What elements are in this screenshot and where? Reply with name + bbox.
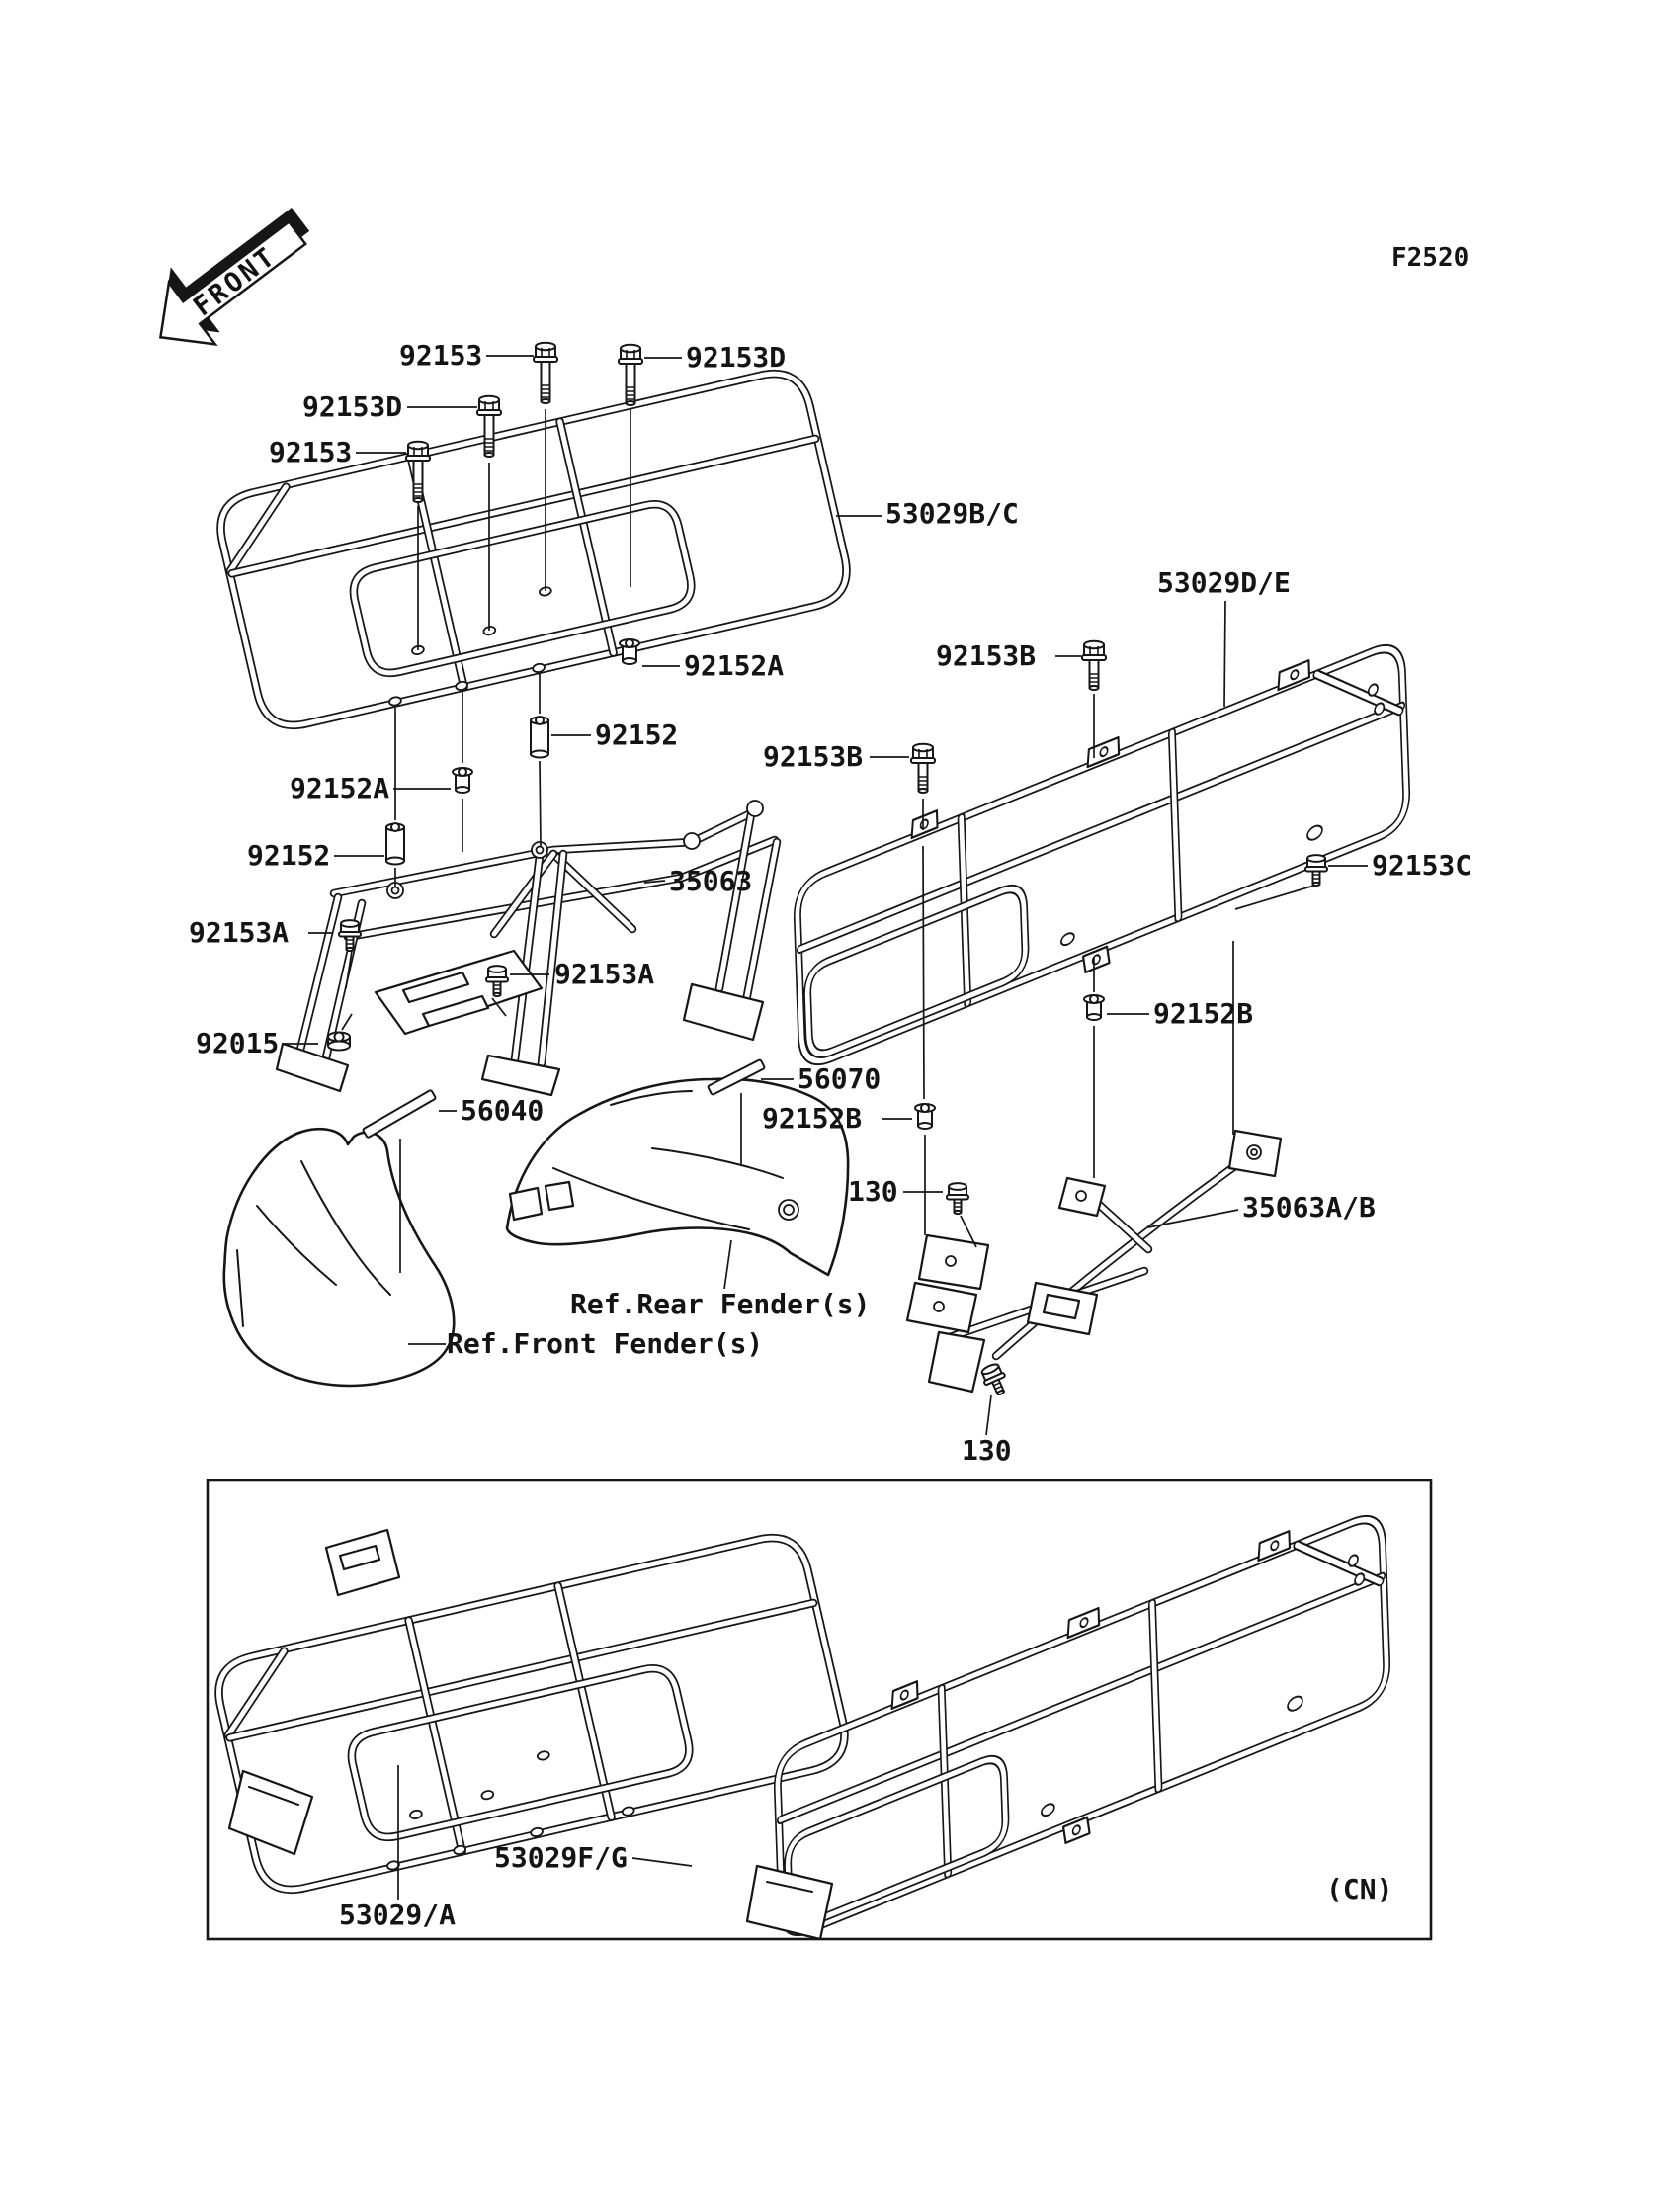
callout-35063ab: 35063A/B [1242,1191,1376,1224]
callout-92153b-top: 92153B [936,639,1037,672]
callout-92015: 92015 [196,1027,280,1059]
bolt-92153a-left [339,920,361,951]
callout-53029fg: 53029F/G [494,1841,628,1874]
callout-130-lower: 130 [962,1434,1012,1467]
front-arrow-label: FRONT [188,240,283,323]
sleeve-92152-right [531,717,548,758]
nut-92015 [328,1033,350,1051]
ref-rear-fender: Ref.Rear Fender(s) [570,1288,871,1320]
bolt-92153d-left [477,396,501,457]
box-left-plate [229,1771,312,1854]
callout-56040: 56040 [461,1094,545,1127]
collar-92152b-left [915,1104,935,1129]
callout-35063: 35063 [669,865,753,897]
callout-92153a-left: 92153A [189,916,290,949]
callout-130-upper: 130 [848,1175,898,1208]
callout-92153-upper: 92153 [399,339,483,372]
callout-53029de: 53029D/E [1157,566,1291,599]
callout-92153a-right: 92153A [554,958,655,990]
callout-56070: 56070 [798,1062,882,1095]
figure-code: F2520 [1391,243,1470,273]
bolt-130-upper [947,1183,968,1214]
bolt-130-lower [979,1362,1012,1398]
bolt-92153d-topright [619,345,642,405]
ref-front-fender: Ref.Front Fender(s) [447,1327,764,1360]
callout-92153c: 92153C [1372,849,1472,882]
callout-92152b-right: 92152B [1153,997,1254,1030]
box-right-plate [747,1866,832,1939]
callout-92153d-left: 92153D [302,390,403,423]
bolt-92153-lower [406,442,430,502]
callout-92152a-right: 92152A [684,649,785,682]
bolt-92153-upper [534,343,557,403]
callout-53029bc: 53029B/C [885,497,1019,530]
callout-92152-right: 92152 [595,718,679,751]
box-rear-carrier-53029fg [776,1494,1388,1957]
callout-92152-left: 92152 [247,839,331,872]
callout-92153b-left: 92153B [763,740,864,773]
collar-92152b-right [1084,995,1104,1020]
bolt-92153c [1305,855,1327,886]
callout-92152a-left: 92152A [290,772,390,804]
bolt-92153b-left [911,744,935,793]
callout-92153-lower: 92153 [269,436,353,468]
callout-92153d-topright: 92153D [686,341,787,374]
sleeve-92152-left [386,823,404,865]
callout-92152b-left: 92152B [762,1102,863,1135]
collar-92152a-right [620,639,639,664]
front-fender-drawing [224,1129,454,1386]
bolt-92153b-top [1082,641,1106,690]
region-note: (CN) [1326,1873,1393,1905]
callout-53029a: 53029/A [339,1899,457,1931]
strip-56040 [363,1090,436,1139]
collar-92152a-left [453,768,472,793]
